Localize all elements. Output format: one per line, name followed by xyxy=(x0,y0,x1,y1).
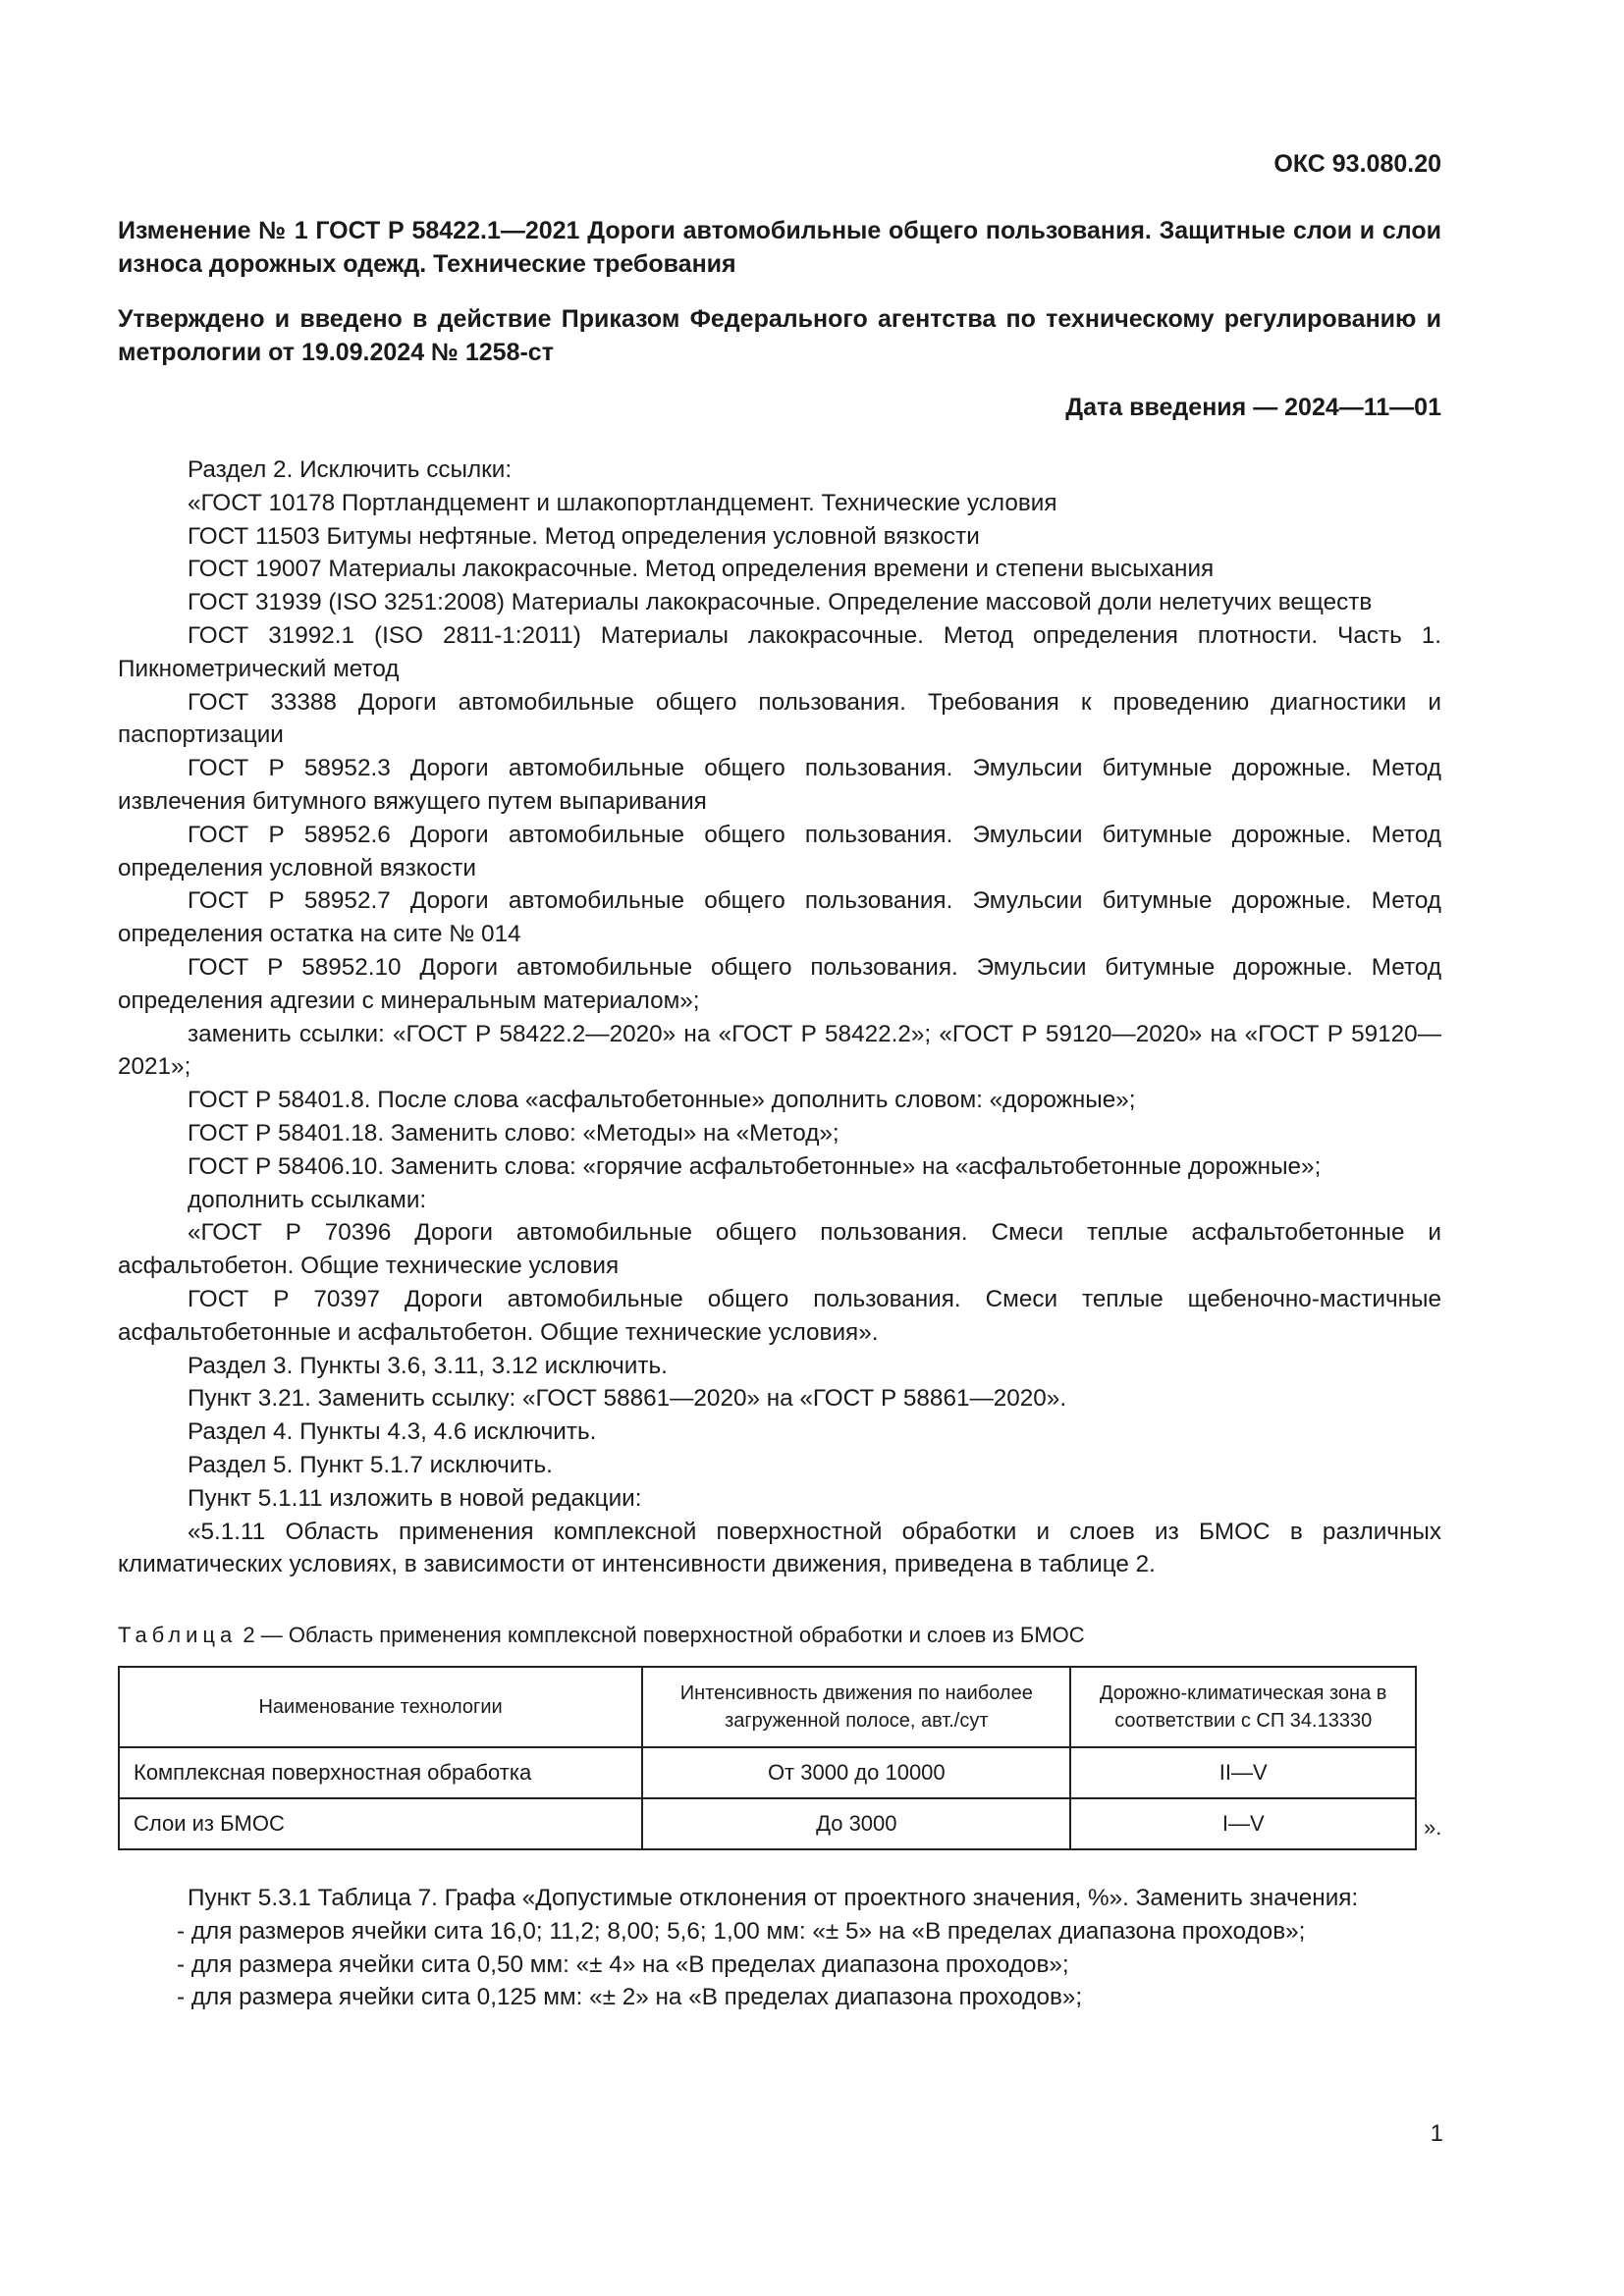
paragraph: Раздел 5. Пункт 5.1.7 исключить. xyxy=(188,1451,553,1478)
table-header-row xyxy=(119,1667,1416,1747)
table-cell: I—V xyxy=(1070,1798,1416,1849)
list-item: - для размера ячейки сита 0,125 мм: «± 2» на «В пределах диапазона проходов»; xyxy=(177,1984,1083,2011)
paragraph: Раздел 4. Пункты 4.3, 4.6 исключить. xyxy=(188,1418,597,1446)
table-cell: До 3000 xyxy=(642,1798,1070,1849)
table-caption-label: Таблица xyxy=(118,1623,238,1648)
paragraph: заменить ссылки: «ГОСТ Р 58422.2—2020» на «ГОСТ Р 58422.2»; «ГОСТ Р 59120—2020» на «ГОСТ Р 59120—2021»; xyxy=(118,1020,1441,1081)
amendment-body xyxy=(118,454,1441,1581)
table-cell: Слои из БМОС xyxy=(119,1798,642,1849)
table-row xyxy=(119,1747,1416,1798)
paragraph: ГОСТ 31939 (ISO 3251:2008) Материалы лакокрасочные. Определение массовой доли нелетучих веществ xyxy=(188,589,1373,616)
table-cell: II—V xyxy=(1070,1747,1416,1798)
paragraph: Раздел 2. Исключить ссылки: xyxy=(188,456,513,483)
table-closing-quote: ». xyxy=(1424,1815,1442,1841)
paragraph: ГОСТ Р 58952.10 Дороги автомобильные общего пользования. Эмульсии битумные дорожные. Метод определения адгезии с минеральным материалом»; xyxy=(118,953,1441,1014)
effective-date: Дата введения — 2024—11—01 xyxy=(1065,394,1441,421)
paragraph: ГОСТ 11503 Битумы нефтяные. Метод определения условной вязкости xyxy=(188,522,980,550)
column-header-technology: Наименование технологии xyxy=(119,1667,642,1747)
paragraph: дополнить ссылками: xyxy=(188,1186,427,1213)
table-2 xyxy=(118,1666,1417,1850)
approval-statement: Утверждено и введено в действие Приказом Федерального агентства по техническому регулированию и метрологии от 19.09.2024 № 1258-ст xyxy=(118,305,1441,366)
paragraph: ГОСТ 33388 Дороги автомобильные общего пользования. Требования к проведению диагностики и паспортизации xyxy=(118,688,1441,749)
list-item: - для размера ячейки сита 0,50 мм: «± 4» на «В пределах диапазона проходов»; xyxy=(177,1950,1069,1978)
paragraph: ГОСТ Р 58952.3 Дороги автомобильные общего пользования. Эмульсии битумные дорожные. Метод извлечения битумного вяжущего путем выпаривания xyxy=(118,755,1441,815)
oks-code: ОКС 93.080.20 xyxy=(1273,150,1441,178)
paragraph: ГОСТ 19007 Материалы лакокрасочные. Метод определения времени и степени высыхания xyxy=(188,556,1215,583)
table-caption-text: 2 — Область применения комплексной поверхностной обработки и слоев из БМОС xyxy=(243,1623,1085,1648)
document-page xyxy=(118,147,1441,2014)
paragraph: ГОСТ Р 58406.10. Заменить слова: «горячие асфальтобетонные» на «асфальтобетонные дорожные»; xyxy=(188,1152,1322,1180)
paragraph: ГОСТ Р 70397 Дороги автомобильные общего пользования. Смеси теплые щебеночно-мастичные асфальтобетонные и асфальтобетон. Общие технические условия». xyxy=(118,1285,1441,1346)
after-table-section xyxy=(118,1882,1441,2014)
paragraph: Пункт 5.3.1 Таблица 7. Графа «Допустимые отклонения от проектного значения, %». Заменить значения: xyxy=(188,1885,1359,1912)
list-item: - для размеров ячейки сита 16,0; 11,2; 8,00; 5,6; 1,00 мм: «± 5» на «В пределах диапазона проходов»; xyxy=(177,1917,1306,1945)
table-cell: От 3000 до 10000 xyxy=(642,1747,1070,1798)
column-header-climate-zone: Дорожно-климатическая зона в соответствии с СП 34.13330 xyxy=(1070,1667,1416,1747)
paragraph: ГОСТ Р 58952.6 Дороги автомобильные общего пользования. Эмульсии битумные дорожные. Метод определения условной вязкости xyxy=(118,821,1441,881)
paragraph: Пункт 3.21. Заменить ссылку: «ГОСТ 58861—2020» на «ГОСТ Р 58861—2020». xyxy=(188,1385,1067,1413)
paragraph: «ГОСТ 10178 Портландцемент и шлакопортландцемент. Технические условия xyxy=(188,489,1057,516)
paragraph: «5.1.11 Область применения комплексной поверхностной обработки и слоев из БМОС в различных климатических условиях, в зависимости от интенсивности движения, приведена в таблице 2. xyxy=(118,1518,1441,1578)
table-row xyxy=(119,1798,1416,1849)
amendment-title: Изменение № 1 ГОСТ Р 58422.1—2021 Дороги автомобильные общего пользования. Защитные слои и слои износа дорожных одежд. Технические требования xyxy=(118,217,1441,278)
paragraph: ГОСТ 31992.1 (ISO 2811-1:2011) Материалы лакокрасочные. Метод определения плотности. Часть 1. Пикнометрический метод xyxy=(118,621,1441,682)
paragraph: Пункт 5.1.11 изложить в новой редакции: xyxy=(188,1484,642,1512)
table-2-wrapper xyxy=(118,1666,1441,1850)
paragraph: Раздел 3. Пункты 3.6, 3.11, 3.12 исключить. xyxy=(188,1352,668,1379)
paragraph: ГОСТ Р 58401.18. Заменить слово: «Методы» на «Метод»; xyxy=(188,1119,839,1147)
paragraph: ГОСТ Р 58401.8. После слова «асфальтобетонные» дополнить словом: «дорожные»; xyxy=(188,1087,1136,1114)
table-caption xyxy=(118,1621,1441,1650)
paragraph: ГОСТ Р 58952.7 Дороги автомобильные общего пользования. Эмульсии битумные дорожные. Метод определения остатка на сите № 014 xyxy=(118,887,1441,948)
page-number: 1 xyxy=(1430,2120,1443,2147)
column-header-traffic-intensity: Интенсивность движения по наиболее загруженной полосе, авт./сут xyxy=(642,1667,1070,1747)
table-cell: Комплексная поверхностная обработка xyxy=(119,1747,642,1798)
paragraph: «ГОСТ Р 70396 Дороги автомобильные общего пользования. Смеси теплые асфальтобетонные и асфальтобетон. Общие технические условия xyxy=(118,1219,1441,1280)
